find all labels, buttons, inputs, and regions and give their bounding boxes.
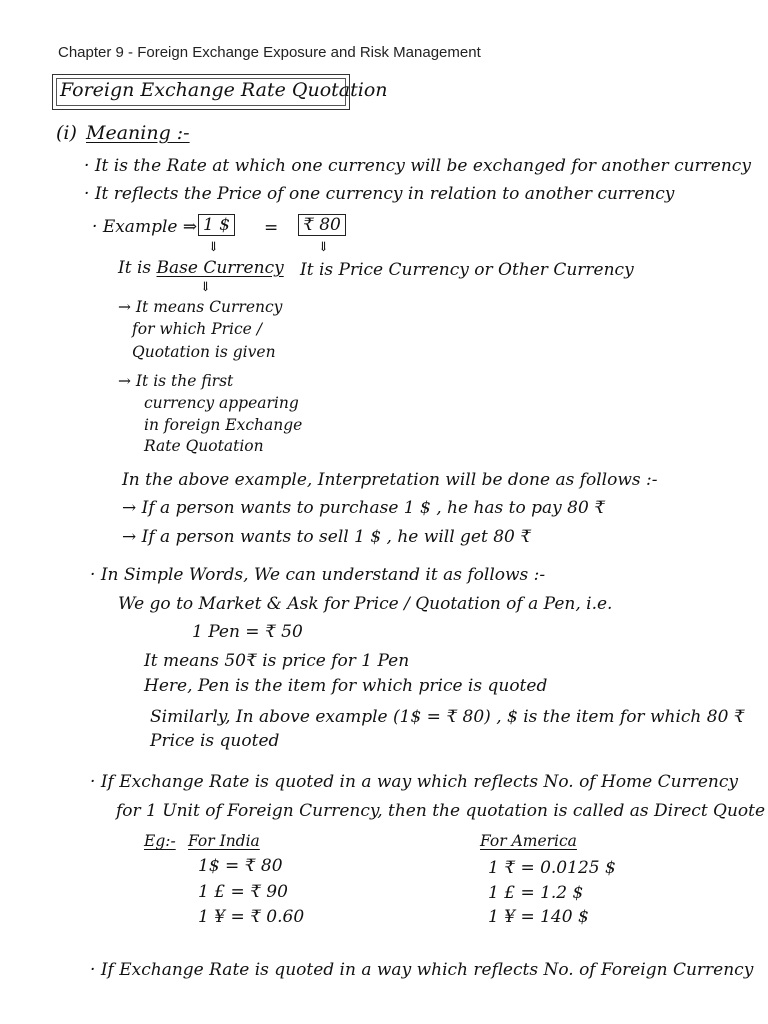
equals-sign: = <box>264 218 279 238</box>
bullet-point: · If Exchange Rate is quoted in a way which reflects No. of Home Currency <box>90 772 738 792</box>
base-currency-label: Base Currency <box>156 258 284 278</box>
base-note: for which Price / <box>132 320 263 338</box>
page-title: Foreign Exchange Rate Quotation <box>60 79 388 101</box>
direct-quote-line: If Exchange Rate is quoted in a way which reflects No. of Home Currency <box>100 772 738 792</box>
price-currency-label: It is Price Currency or Other Currency <box>300 260 634 280</box>
indirect-quote-line: If Exchange Rate is quoted in a way which reflects No. of Foreign Currency <box>100 960 754 980</box>
bullet-point: · If Exchange Rate is quoted in a way which reflects No. of Foreign Currency <box>90 960 754 980</box>
india-rate: 1 £ = ₹ 90 <box>198 882 288 902</box>
america-rate: 1 ₹ = 0.0125 $ <box>488 858 616 878</box>
section-heading: Meaning :- <box>86 122 190 144</box>
america-rate: 1 £ = 1.2 $ <box>488 883 584 903</box>
simple-words-line: Price is quoted <box>150 731 280 751</box>
interpretation-line: → If a person wants to sell 1 $ , he will get 80 ₹ <box>122 527 532 547</box>
down-arrow-icon: ⇓ <box>200 280 211 295</box>
meaning-point-1: It is the Rate at which one currency will be exchanged for another currency <box>94 156 751 176</box>
right-arrow-icon: ⇒ <box>182 217 198 237</box>
bullet-point: · It reflects the Price of one currency in relation to another currency <box>84 184 675 204</box>
simple-words-line: Similarly, In above example (1$ = ₹ 80) , $ is the item for which 80 ₹ <box>150 707 745 727</box>
simple-words-line: It means 50₹ is price for 1 Pen <box>144 651 410 671</box>
pen-equation: 1 Pen = ₹ 50 <box>192 622 303 642</box>
eg-label: Eg:- <box>144 832 176 850</box>
price-value-box: ₹ 80 <box>298 214 346 236</box>
base-value-box: 1 $ <box>198 214 235 236</box>
india-rate: 1 ¥ = ₹ 0.60 <box>198 907 305 927</box>
page-header: Chapter 9 - Foreign Exchange Exposure and Risk Management <box>58 44 481 61</box>
meaning-point-2: It reflects the Price of one currency in relation to another currency <box>94 184 675 204</box>
down-arrow-icon: ⇓ <box>208 240 219 255</box>
base-note: → It is the first <box>118 372 234 390</box>
india-rate: 1$ = ₹ 80 <box>198 856 283 876</box>
interpretation-line: → If a person wants to purchase 1 $ , he has to pay 80 ₹ <box>122 498 606 518</box>
india-label: For India <box>188 832 260 850</box>
base-note: Quotation is given <box>132 343 276 361</box>
base-currency-line: It is Base Currency <box>118 258 284 278</box>
example-label: · Example ⇒ <box>92 217 198 237</box>
simple-words-intro: In Simple Words, We can understand it as follows :- <box>100 565 546 585</box>
section-number: (i) <box>56 122 77 144</box>
direct-quote-line: for 1 Unit of Foreign Currency, then the quotation is called as Direct Quote <box>116 801 766 821</box>
base-note: in foreign Exchange <box>144 416 303 434</box>
interpretation-intro: In the above example, Interpretation will be done as follows :- <box>122 470 658 490</box>
bullet-point: · In Simple Words, We can understand it as follows :- <box>90 565 546 585</box>
america-label: For America <box>480 832 577 850</box>
bullet-point: · It is the Rate at which one currency will be exchanged for another currency <box>84 156 751 176</box>
america-rate: 1 ¥ = 140 $ <box>488 907 589 927</box>
down-arrow-icon: ⇓ <box>318 240 329 255</box>
simple-words-line: We go to Market & Ask for Price / Quotation of a Pen, i.e. <box>118 594 613 614</box>
base-note: currency appearing <box>144 394 299 412</box>
base-note: Rate Quotation <box>144 437 264 455</box>
simple-words-line: Here, Pen is the item for which price is quoted <box>144 676 548 696</box>
base-note: → It means Currency <box>118 298 283 316</box>
